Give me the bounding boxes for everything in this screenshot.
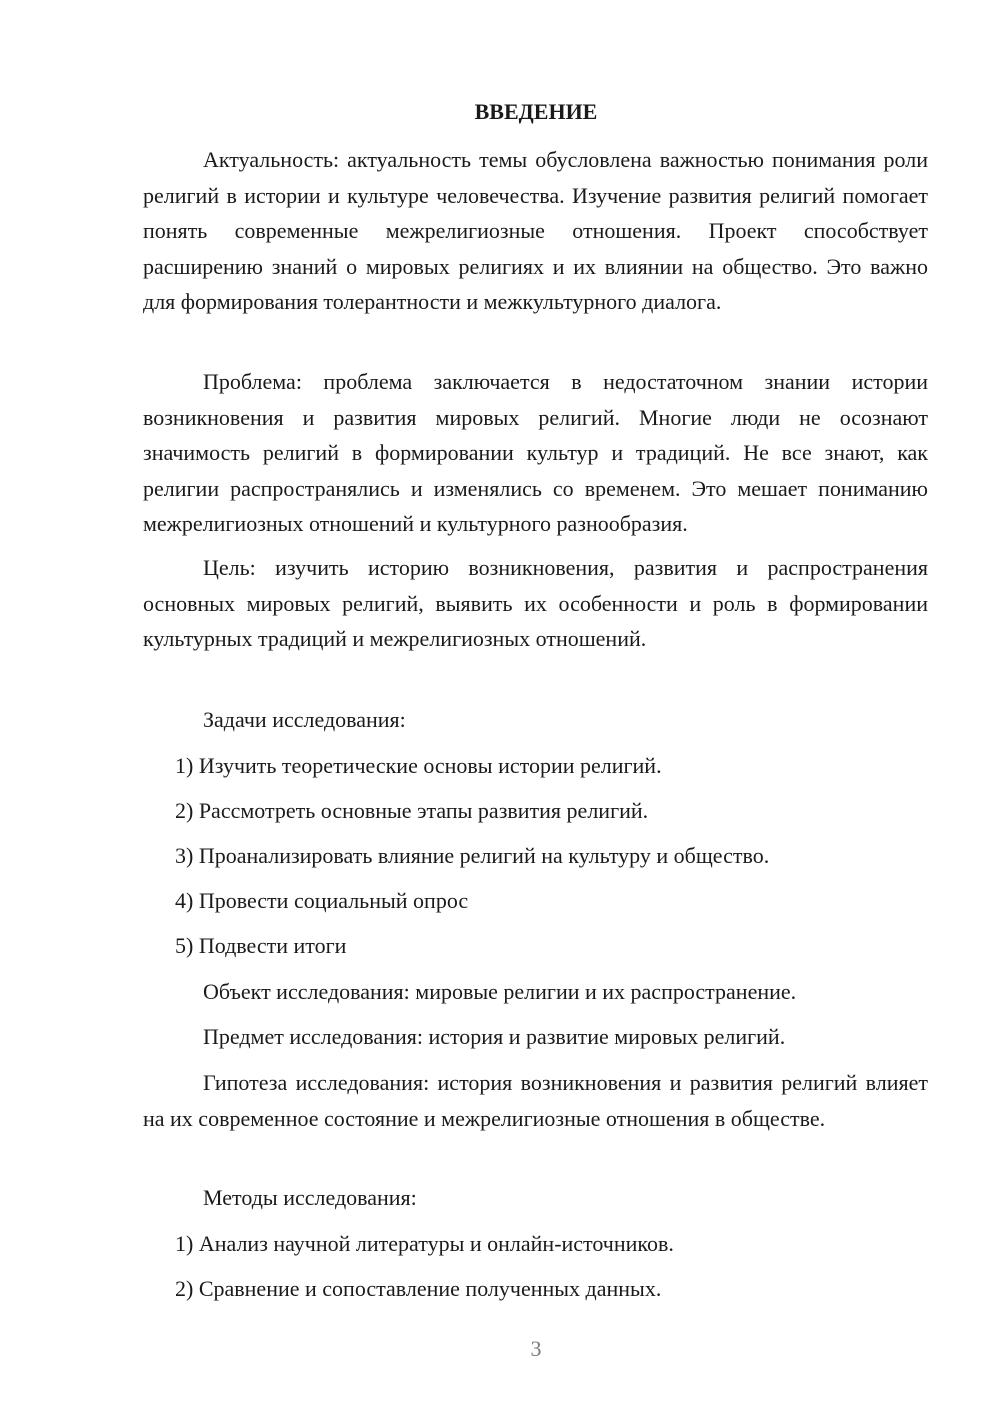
method-item-2: 2) Сравнение и сопоставление полученных данных. [175,1276,662,1301]
task-item-1: 1) Изучить теоретические основы истории религий. [175,753,662,778]
research-object: Объект исследования: мировые религии и их распространение. [203,979,797,1004]
methods-heading: Методы исследования: [203,1185,417,1210]
research-subject: Предмет исследования: история и развитие мировых религий. [203,1024,786,1049]
tasks-heading: Задачи исследования: [203,707,406,732]
relevance-paragraph: Актуальность: актуальность темы обусловлена важностью понимания роли религий в истории и культуре человечества. Изучение развития религий помогает понять современные межрелигиозные отношения. Проект способствует расширению знаний о мировых религиях и их влиянии на общество. Это важно для формирования толерантности и межкультурного диалога. [143,147,928,314]
method-item-1: 1) Анализ научной литературы и онлайн-источников. [175,1231,674,1256]
task-item-4: 4) Провести социальный опрос [175,888,469,913]
problem-paragraph: Проблема: проблема заключается в недостаточном знании истории возникновения и развития мировых религий. Многие люди не осознают значимость религий в формировании культур и традиций. Не все знают, как религии распространялись и изменялись со временем. Это мешает пониманию межрелигиозных отношений и культурного разнообразия. [143,369,928,536]
goal-paragraph: Цель: изучить историю возникновения, развития и распространения основных мировых религий, выявить их особенности и роль в формировании культурных традиций и межрелигиозных отношений. [143,555,928,651]
page-title: ВВЕДЕНИЕ [474,99,598,124]
task-item-5: 5) Подвести итоги [175,933,347,958]
page-number: 3 [530,1336,542,1361]
task-item-2: 2) Рассмотреть основные этапы развития религий. [175,798,649,823]
task-item-3: 3) Проанализировать влияние религий на культуру и общество. [175,843,770,868]
hypothesis-paragraph: Гипотеза исследования: история возникновения и развития религий влияет на их современное состояние и межрелигиозные отношения в обществе. [143,1070,928,1131]
